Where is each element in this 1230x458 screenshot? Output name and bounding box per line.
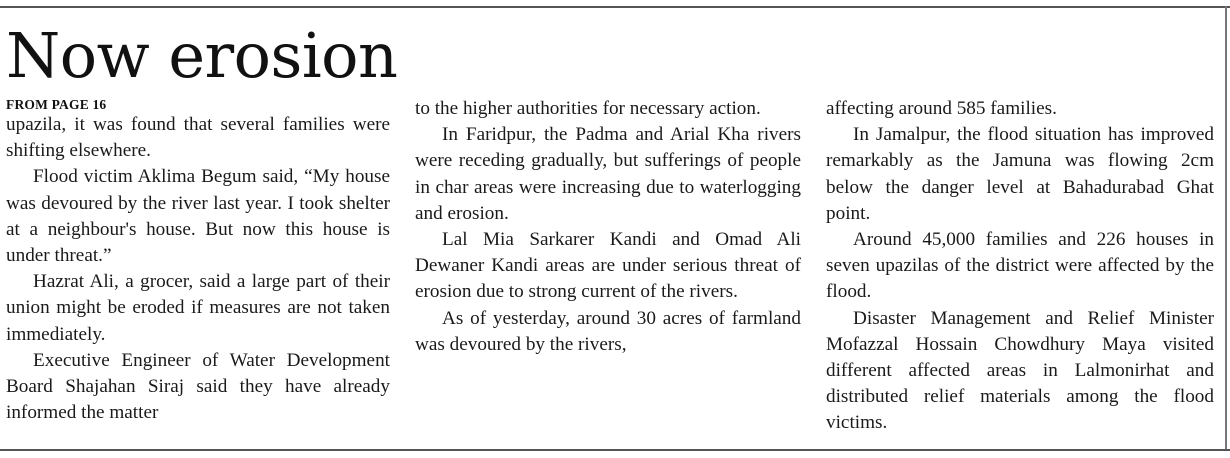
headline: Now erosion [6,19,398,92]
bottom-rule [0,449,1230,451]
paragraph: Executive Engineer of Water Development Board Shajahan Siraj said they have already informed the matter [6,349,390,424]
article-column-3 [826,96,1214,437]
paragraph: upazila, it was found that several families were shifting elsewhere. [6,114,390,162]
paragraph: Around 45,000 families and 226 houses in seven upazilas of the district were affected by the flood. [826,229,1214,303]
article-column-1 [6,96,390,426]
paragraph: affecting around 585 families. [826,98,1057,119]
paragraph: In Faridpur, the Padma and Arial Kha rivers were receding gradually, but sufferings of people in char areas were increasing due to waterlogging and erosion. [415,124,801,224]
jump-line: FROM PAGE 16 [6,97,107,112]
paragraph: Hazrat Ali, a grocer, said a large part of their union might be eroded if measures are not taken immediately. [6,271,390,345]
right-border [1225,6,1227,451]
paragraph: As of yesterday, around 30 acres of farmland was devoured by the rivers, [415,307,801,355]
top-rule [0,6,1230,8]
paragraph: Flood victim Aklima Begum said, “My house was devoured by the river last year. I took shelter at a neighbour's house. But now this house is under threat.” [6,166,390,267]
paragraph: Lal Mia Sarkarer Kandi and Omad Ali Dewaner Kandi areas are under serious threat of erosion due to strong current of the rivers. [415,229,801,303]
paragraph: Disaster Management and Relief Minister Mofazzal Hossain Chowdhury Maya visited different affected areas in Lalmonirhat and distributed relief materials among the flood victims. [826,307,1214,434]
paragraph: In Jamalpur, the flood situation has improved remarkably as the Jamuna was flowing 2cm below the danger level at Bahadurabad Ghat point. [826,124,1214,224]
paragraph: to the higher authorities for necessary action. [415,98,761,119]
article-column-2 [415,96,801,358]
